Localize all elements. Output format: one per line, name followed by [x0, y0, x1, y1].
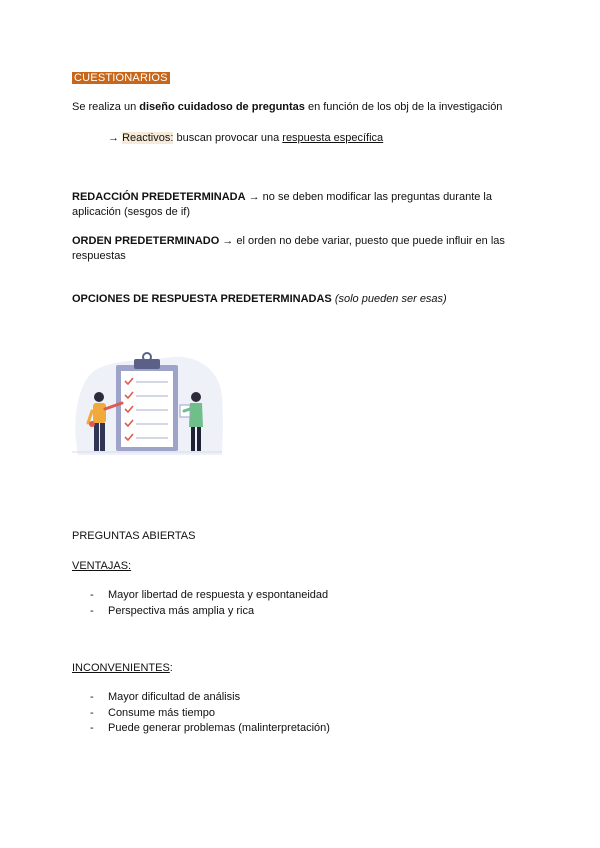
- opciones-heading: OPCIONES DE RESPUESTA PREDETERMINADAS: [72, 293, 332, 305]
- reactivos-line: [108, 132, 383, 144]
- intro-paragraph: [72, 101, 502, 113]
- ventajas-list: [72, 588, 328, 619]
- title-highlight: CUESTIONARIOS: [74, 72, 168, 84]
- section-title: [72, 72, 170, 84]
- redaccion-paragraph: [72, 190, 492, 220]
- orden-text-1: → el orden no debe variar, puesto que puede influir en las: [219, 235, 505, 247]
- orden-heading: ORDEN PREDETERMINADO: [72, 235, 220, 247]
- inconvenientes-label-row: [72, 662, 173, 674]
- list-item: - Mayor dificultad de análisis: [72, 690, 330, 706]
- list-item: - Consume más tiempo: [72, 706, 330, 722]
- opciones-note: (solo pueden ser esas): [331, 293, 447, 305]
- orden-text-2: respuestas: [72, 250, 126, 262]
- preguntas-abiertas-heading: PREGUNTAS ABIERTAS: [72, 530, 196, 542]
- reactivos-text: buscan provocar una: [173, 132, 283, 144]
- opciones-paragraph: [72, 293, 447, 305]
- reactivos-underlined: respuesta específica: [282, 132, 384, 144]
- arrow-icon: →: [108, 132, 123, 144]
- list-item: - Puede generar problemas (malinterpretación): [72, 721, 330, 737]
- orden-paragraph: [72, 234, 505, 264]
- inconvenientes-label: INCONVENIENTES: [72, 662, 170, 674]
- redaccion-heading: REDACCIÓN PREDETERMINADA: [72, 191, 246, 203]
- intro-bold: diseño cuidadoso de preguntas: [139, 101, 305, 113]
- intro-post: en función de los obj de la investigación: [304, 101, 503, 113]
- reactivos-label: Reactivos:: [122, 132, 174, 144]
- list-item: - Perspectiva más amplia y rica: [72, 604, 328, 620]
- list-item: - Mayor libertad de respuesta y espontaneidad: [72, 588, 328, 604]
- intro-pre: Se realiza un: [72, 101, 140, 113]
- ventajas-label: VENTAJAS:: [72, 560, 132, 572]
- inconvenientes-list: [72, 690, 330, 737]
- inconvenientes-colon: :: [169, 662, 173, 674]
- clipboard-illustration: [72, 345, 227, 457]
- redaccion-text-2: aplicación (sesgos de if): [72, 206, 191, 218]
- redaccion-text-1: → no se deben modificar las preguntas durante la: [245, 191, 492, 203]
